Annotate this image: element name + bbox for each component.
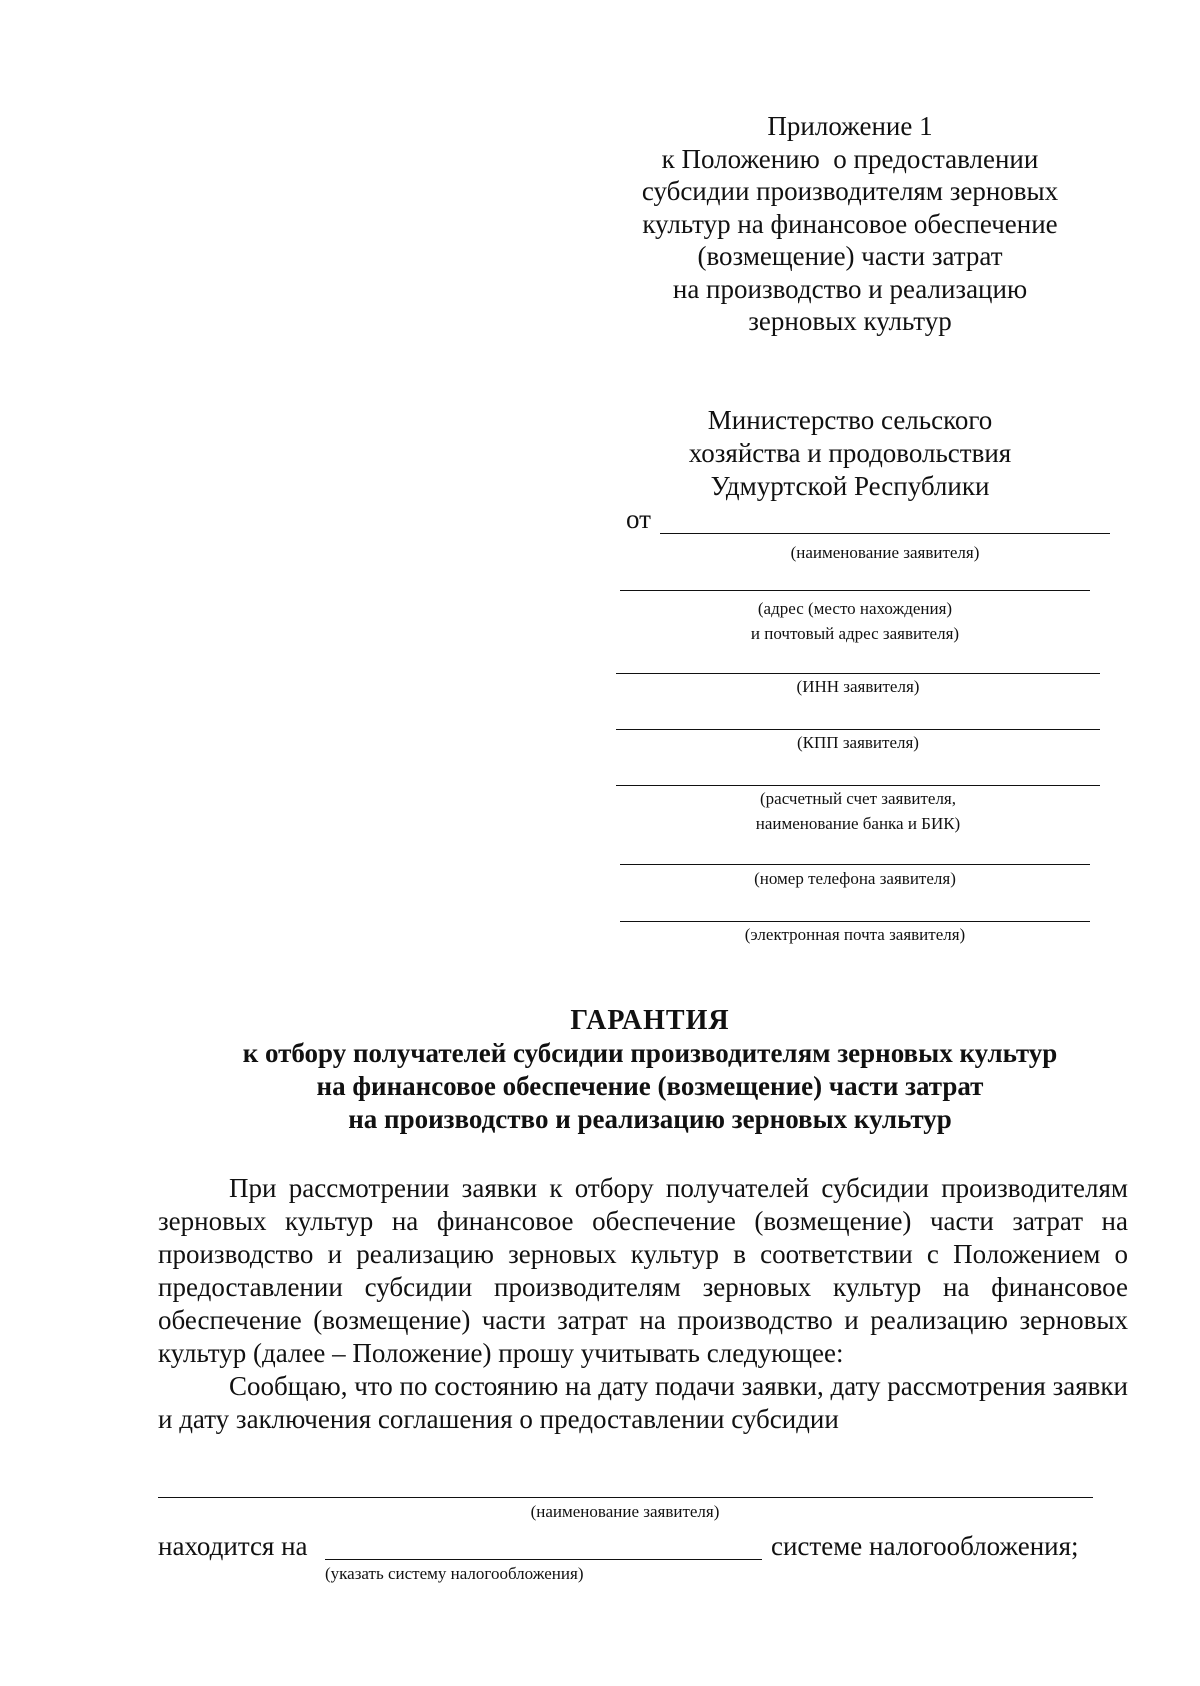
body-applicant-name-line[interactable] <box>158 1497 1093 1498</box>
from-label: от <box>626 504 651 534</box>
located-on-label: находится на <box>158 1531 308 1561</box>
address-caption-line: и почтовый адрес заявителя) <box>750 624 960 643</box>
title-line: на финансовое обеспечение (возмещение) части затрат <box>316 1071 984 1101</box>
account-caption-line: наименование банка и БИК) <box>755 814 961 833</box>
document-body <box>158 1172 1128 1436</box>
title-line: на производство и реализацию зерновых культур <box>348 1104 952 1134</box>
account-caption-line: (расчетный счет заявителя, <box>759 789 956 808</box>
applicant-name-caption: (наименование заявителя) <box>790 543 980 562</box>
appendix-line: на производство и реализацию <box>672 273 1028 304</box>
applicant-address-caption <box>620 596 1090 646</box>
applicant-name-line[interactable] <box>660 533 1110 534</box>
appendix-line: к Положению о предоставлении <box>661 143 1039 174</box>
applicant-account-caption <box>616 786 1100 836</box>
appendix-line: культур на финансовое обеспечение <box>642 208 1058 239</box>
address-caption-line: (адрес (место нахождения) <box>757 599 953 618</box>
tax-system-caption: (указать систему налогообложения) <box>325 1564 584 1583</box>
body-applicant-name-caption: (наименование заявителя) <box>530 1502 720 1521</box>
body-paragraph: При рассмотрении заявки к отбору получателей субсидии производителям зерновых культур на финансовое обеспечение (возмещение) части затрат на производство и реализацию зерновых культур в соответствии с Положением о предоставлении субсидии производителям зерновых культур на финансовое обеспечение (возмещение) части затрат на производство и реализацию зерновых культур (далее – Положение) прошу учитывать следующее: <box>158 1173 1128 1368</box>
applicant-address-line[interactable] <box>620 590 1090 591</box>
applicant-phone-line[interactable] <box>620 864 1090 865</box>
appendix-line: Приложение 1 <box>767 111 933 141</box>
appendix-line: зерновых культур <box>748 306 952 336</box>
appendix-line: (возмещение) части затрат <box>697 241 1003 271</box>
tax-system-line[interactable] <box>325 1559 762 1560</box>
applicant-email-caption: (электронная почта заявителя) <box>744 925 966 944</box>
appendix-line: субсидии производителям зерновых <box>641 176 1059 206</box>
tax-system-tail: системе налогообложения; <box>771 1531 1079 1561</box>
title-main: ГАРАНТИЯ <box>570 1005 730 1036</box>
appendix-header <box>600 110 1100 338</box>
body-paragraph: Сообщаю, что по состоянию на дату подачи заявки, дату рассмотрения заявки и дату заключения соглашения о предоставлении субсидии <box>158 1371 1128 1434</box>
document-title <box>140 1004 1160 1136</box>
ministry-line: хозяйства и продовольствия <box>688 438 1012 468</box>
ministry-addressee <box>640 404 1060 503</box>
applicant-phone-caption: (номер телефона заявителя) <box>754 869 956 888</box>
title-line: к отбору получателей субсидии производителям зерновых культур <box>242 1038 1058 1068</box>
applicant-inn-caption: (ИНН заявителя) <box>796 677 920 696</box>
ministry-line: Удмуртской Республики <box>710 471 990 501</box>
ministry-line: Министерство сельского <box>707 405 993 435</box>
applicant-kpp-caption: (КПП заявителя) <box>797 733 919 752</box>
